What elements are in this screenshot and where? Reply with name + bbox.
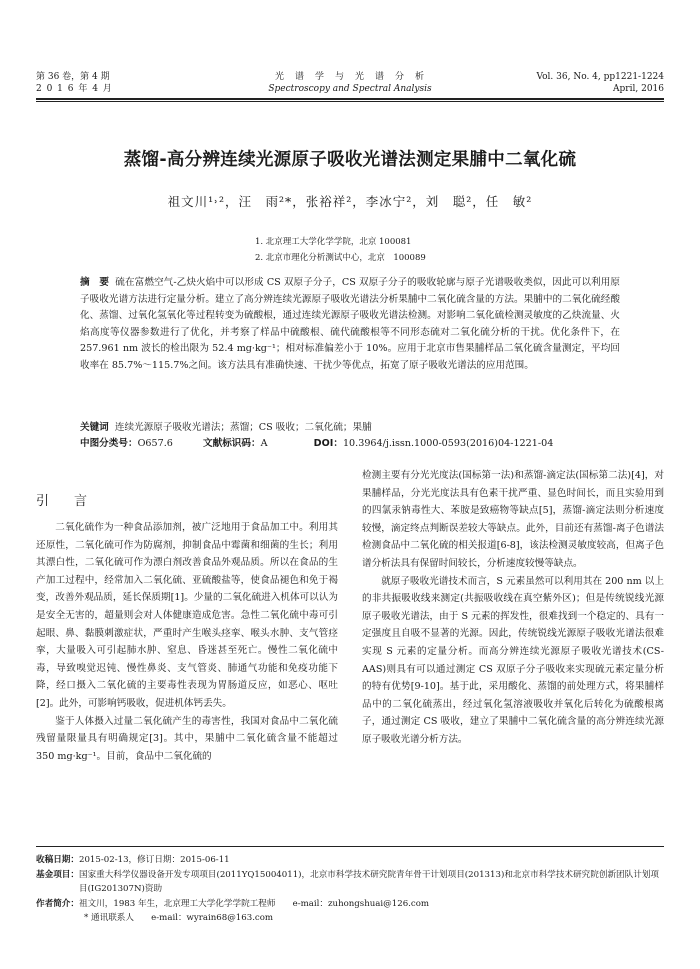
fund-value: 国家重大科学仪器设备开发专项项目(2011YQ15004011)，北京市科学技术研究院青年骨干计划项目(201313)和北京市科学技术研究院创新团队计划项目(IG201307N)资助 xyxy=(78,869,660,895)
doc-code-value: A xyxy=(260,438,268,449)
doi-label: DOI： xyxy=(313,438,343,449)
doi-value: 10.3964/j.issn.1000-0593(2016)04-1221-04 xyxy=(342,438,554,449)
author-bio-value: 祖文川，1983 年生，北京理工大学化学学院工程师 e-mail：zuhongshuai@126.com xyxy=(78,898,430,909)
clc-label: 中图分类号： xyxy=(80,438,138,449)
paper-title: 蒸馏-高分辨连续光源原子吸收光谱法测定果脯中二氧化硫 xyxy=(123,150,577,170)
received-date-label: 收稿日期： xyxy=(36,855,79,865)
author-bio-label: 作者简介： xyxy=(36,898,79,909)
author-list: 祖文川¹˒²，汪 雨²*，张裕祥²，李冰宁²，刘 聪²，任 敏² xyxy=(167,194,533,209)
journal-month: April, 2016 xyxy=(613,84,664,94)
abstract-text: 硫在富燃空气-乙炔火焰中可以形成 CS 双原子分子，CS 双原子分子的吸收轮廓与原子光谱吸收类似，因此可以利用原子吸收光谱方法进行定量分析。建立了高分辨连续光源原子吸收光谱法分析果脯中二氧化硫含量的方法。果脯中的二氧化硫经酸化、蒸馏、过氧化氢氧化等过程转变为硫酸根，通过连续光源原子吸收光谱法检测。对影响二氧化硫检测灵敏度的乙炔流量、火焰高度等仪器参数进行了优化，并考察了样品中硫酸根、硫代硫酸根等不同形态硫对二氧化硫分析的干扰。优化条件下，在 257.961 nm 波长的检出限为 52.4 mg·kg⁻¹；相对标准偏差小于 10%。应用于北京市售果脯样品二氧化硫含量测定，平均回收率在 85.7%～115.7%之间。该方法具有准确快速、干扰少等优点，拓宽了原子吸收光谱法的应用范围。 xyxy=(80,277,621,371)
abstract-label: 摘 要 xyxy=(80,277,110,288)
keywords-text: 连续光源原子吸收光谱法；蒸馏；CS 吸收；二氧化硫；果脯 xyxy=(114,422,372,433)
corresponding-author: * 通讯联系人 e-mail：wyrain68@163.com xyxy=(84,913,274,924)
footnotes xyxy=(36,853,664,926)
body-right-column xyxy=(362,467,664,749)
journal-date: 2 0 1 6 年 4 月 xyxy=(36,84,113,94)
clc-value: O657.6 xyxy=(137,438,173,449)
affiliation-1: 1. 北京理工大学化学学院，北京 100081 xyxy=(255,237,412,247)
journal-volume-issue: 第 36 卷，第 4 期 xyxy=(36,72,110,82)
keywords-label: 关键词 xyxy=(80,422,109,433)
keywords xyxy=(80,420,620,436)
received-date-value: 2015-02-13，修订日期：2015-06-11 xyxy=(78,855,230,865)
section-heading-introduction: 引 言 xyxy=(36,494,94,509)
fund-label: 基金项目： xyxy=(36,869,79,880)
abstract xyxy=(80,275,620,375)
footnote-rule xyxy=(36,846,664,847)
doc-code-label: 文献标识码： xyxy=(203,438,261,449)
header-rule-thin xyxy=(36,101,664,102)
body-paragraph: 检测主要有分光光度法(国标第一法)和蒸馏-滴定法(国标第二法)[4]，对果脯样品，分光光度法具有色素干扰严重、显色时间长，而且实验用到的四氯汞钠毒性大、苯胺是致癌物等缺点[5]，蒸馏-滴定法则分析速度较慢，滴定终点判断误差较大等缺点。此外，目前还有蒸馏-离子色谱法检测食品中二氧化硫的相关报道[6-8]，该法检测灵敏度较高，但离子色谱分析法具有保留时间较长，分析速度较慢等缺点。 xyxy=(362,470,664,569)
header-rule xyxy=(36,98,664,100)
body-left-column xyxy=(36,519,338,765)
journal-title-cn: 光 谱 学 与 光 谱 分 析 xyxy=(274,72,425,82)
body-paragraph: 鉴于人体摄入过量二氧化硫产生的毒害性，我国对食品中二氧化硫残留量限量具有明确规定[3]。其中，果脯中二氧化硫含量不能超过 350 mg·kg⁻¹。目前，食品中二氧化硫的 xyxy=(36,715,338,762)
body-paragraph: 就原子吸收光谱技术而言，S 元素虽然可以利用其在 200 nm 以上的非共振吸收线来测定(共振吸收线在真空紫外区)；但是传统锐线光源原子吸收光谱法，由于 S 元素的挥发性，很难找到一个稳定的、具有一定强度且自吸不显著的光源。因此，传统锐线光源原子吸收光谱法很难实现 S 元素的定量分析。而高分辨连续光源原子吸收光谱技术(CS-AAS)则具有可以通过测定 CS 双原子分子吸收来实现硫元素定量分析的特有优势[9-10]。基于此，采用酸化、蒸馏的前处理方式，将果脯样品中的二氧化硫蒸出，经过氧化氢溶液吸收并氧化后转化为硫酸根离子，通过测定 CS 吸收，建立了果脯中二氧化硫含量的高分辨连续光源原子吸收光谱分析方法。 xyxy=(362,575,664,745)
classification-line xyxy=(80,436,620,452)
journal-title-en: Spectroscopy and Spectral Analysis xyxy=(268,84,432,94)
affiliation-2: 2. 北京市理化分析测试中心，北京 100089 xyxy=(255,253,426,263)
journal-pages: Vol. 36, No. 4, pp1221-1224 xyxy=(536,72,664,82)
body-paragraph: 二氧化硫作为一种食品添加剂，被广泛地用于食品加工中。利用其还原性，二氧化硫可作为防腐剂，抑制食品中霉菌和细菌的生长；利用其漂白性，二氧化硫可作为漂白剂改善食品外观品质。所以在食品的生产加工过程中，经常加入二氧化硫、亚硫酸盐等，使食品褪色和免于褐变，改善外观品质，延长保质期[1]。少量的二氧化硫进入机体可以认为是安全无害的，超量则会对人体健康造成危害。急性二氧化硫中毒可引起眼、鼻、黏膜刺激症状，严重时产生喉头痉挛、喉头水肿、支气管痉挛，大量吸入可引起肺水肿、窒息、昏迷甚至死亡。慢性二氧化硫中毒，导致嗅觉迟钝、慢性鼻炎、支气管炎、肺通气功能和免疫功能下降，经口摄入二氧化硫的主要毒性表现为胃肠道反应，如恶心、呕吐[2]。此外，可影响钙吸收，促进机体钙丢失。 xyxy=(36,522,338,709)
